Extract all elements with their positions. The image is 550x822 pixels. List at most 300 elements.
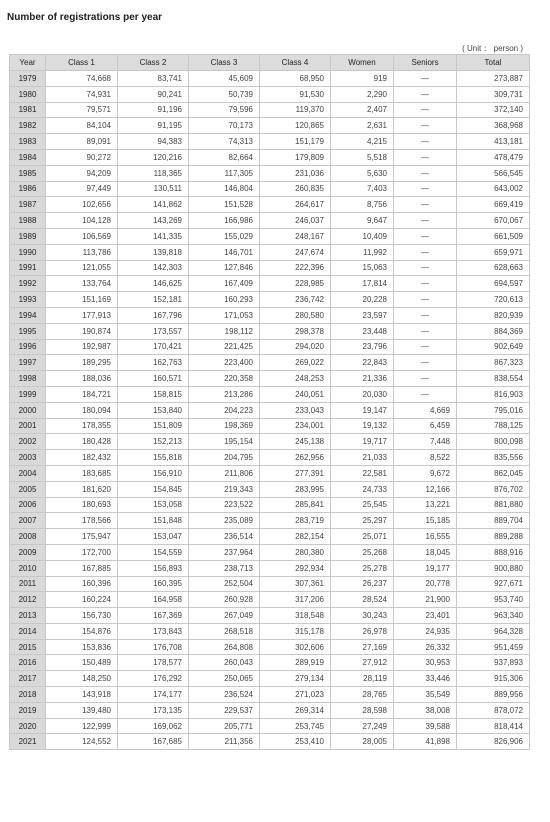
class-4-cell: 91,530 (260, 86, 331, 102)
class-3-cell: 237,964 (189, 544, 260, 560)
class-3-cell: 220,358 (189, 371, 260, 387)
class-3-cell: 250,065 (189, 671, 260, 687)
class-2-cell: 156,910 (118, 465, 189, 481)
seniors-cell: — (394, 292, 457, 308)
class-3-cell: 213,286 (189, 386, 260, 402)
year-cell: 2017 (10, 671, 46, 687)
class-4-cell: 283,719 (260, 513, 331, 529)
table-row (10, 513, 530, 529)
class-3-cell: 50,739 (189, 86, 260, 102)
table-row (10, 687, 530, 703)
year-cell: 1998 (10, 371, 46, 387)
class-2-cell: 120,216 (118, 149, 189, 165)
year-cell: 2012 (10, 592, 46, 608)
total-cell: 788,125 (457, 418, 530, 434)
women-cell: 25,297 (331, 513, 394, 529)
class-1-cell: 167,885 (46, 560, 118, 576)
class-2-cell: 162,763 (118, 355, 189, 371)
women-cell: 4,215 (331, 134, 394, 150)
seniors-cell: 21,900 (394, 592, 457, 608)
women-cell: 10,409 (331, 228, 394, 244)
class-4-cell: 277,391 (260, 465, 331, 481)
seniors-cell: 30,953 (394, 655, 457, 671)
column-header-class-2: Class 2 (118, 55, 189, 71)
class-2-cell: 146,625 (118, 276, 189, 292)
table-row (10, 639, 530, 655)
table-row (10, 339, 530, 355)
class-4-cell: 260,835 (260, 181, 331, 197)
class-1-cell: 183,685 (46, 465, 118, 481)
class-2-cell: 130,511 (118, 181, 189, 197)
women-cell: 27,912 (331, 655, 394, 671)
class-3-cell: 205,771 (189, 718, 260, 734)
table-row (10, 244, 530, 260)
class-4-cell: 253,410 (260, 734, 331, 750)
women-cell: 22,581 (331, 465, 394, 481)
class-4-cell: 119,370 (260, 102, 331, 118)
class-1-cell: 177,913 (46, 307, 118, 323)
class-1-cell: 160,224 (46, 592, 118, 608)
class-3-cell: 221,425 (189, 339, 260, 355)
seniors-cell: — (394, 339, 457, 355)
women-cell: 15,063 (331, 260, 394, 276)
seniors-cell: — (394, 149, 457, 165)
class-1-cell: 124,552 (46, 734, 118, 750)
seniors-cell: — (394, 165, 457, 181)
seniors-cell: — (394, 307, 457, 323)
women-cell: 24,733 (331, 481, 394, 497)
class-1-cell: 180,428 (46, 434, 118, 450)
total-cell: 413,181 (457, 134, 530, 150)
year-cell: 1990 (10, 244, 46, 260)
women-cell: 23,448 (331, 323, 394, 339)
class-3-cell: 155,029 (189, 228, 260, 244)
class-3-cell: 70,173 (189, 118, 260, 134)
class-2-cell: 176,292 (118, 671, 189, 687)
class-1-cell: 113,786 (46, 244, 118, 260)
women-cell: 25,071 (331, 529, 394, 545)
class-2-cell: 169,062 (118, 718, 189, 734)
class-1-cell: 84,104 (46, 118, 118, 134)
class-1-cell: 133,764 (46, 276, 118, 292)
women-cell: 25,545 (331, 497, 394, 513)
class-3-cell: 235,089 (189, 513, 260, 529)
class-2-cell: 173,557 (118, 323, 189, 339)
class-4-cell: 289,919 (260, 655, 331, 671)
total-cell: 478,479 (457, 149, 530, 165)
class-3-cell: 146,804 (189, 181, 260, 197)
table-row (10, 434, 530, 450)
class-1-cell: 74,668 (46, 71, 118, 87)
table-row (10, 592, 530, 608)
class-4-cell: 68,950 (260, 71, 331, 87)
total-cell: 670,067 (457, 213, 530, 229)
table-row (10, 260, 530, 276)
class-1-cell: 156,730 (46, 608, 118, 624)
class-1-cell: 172,700 (46, 544, 118, 560)
class-3-cell: 117,305 (189, 165, 260, 181)
class-4-cell: 294,020 (260, 339, 331, 355)
women-cell: 20,228 (331, 292, 394, 308)
women-cell: 28,765 (331, 687, 394, 703)
table-row (10, 149, 530, 165)
women-cell: 25,268 (331, 544, 394, 560)
class-4-cell: 246,037 (260, 213, 331, 229)
class-3-cell: 195,154 (189, 434, 260, 450)
year-cell: 1999 (10, 386, 46, 402)
seniors-cell: 7,448 (394, 434, 457, 450)
table-row (10, 560, 530, 576)
total-cell: 694,597 (457, 276, 530, 292)
table-row (10, 228, 530, 244)
year-cell: 2011 (10, 576, 46, 592)
year-cell: 1981 (10, 102, 46, 118)
seniors-cell: 20,778 (394, 576, 457, 592)
women-cell: 8,756 (331, 197, 394, 213)
seniors-cell: 15,185 (394, 513, 457, 529)
class-1-cell: 90,272 (46, 149, 118, 165)
table-row (10, 465, 530, 481)
class-2-cell: 152,213 (118, 434, 189, 450)
class-4-cell: 271,023 (260, 687, 331, 703)
total-cell: 963,340 (457, 608, 530, 624)
year-cell: 2007 (10, 513, 46, 529)
year-cell: 2014 (10, 623, 46, 639)
year-cell: 1996 (10, 339, 46, 355)
women-cell: 22,843 (331, 355, 394, 371)
class-4-cell: 302,606 (260, 639, 331, 655)
class-1-cell: 151,169 (46, 292, 118, 308)
class-2-cell: 118,365 (118, 165, 189, 181)
year-cell: 1995 (10, 323, 46, 339)
class-2-cell: 160,395 (118, 576, 189, 592)
class-3-cell: 236,514 (189, 529, 260, 545)
women-cell: 27,249 (331, 718, 394, 734)
header-row (10, 55, 530, 71)
seniors-cell: — (394, 197, 457, 213)
class-4-cell: 247,674 (260, 244, 331, 260)
class-1-cell: 97,449 (46, 181, 118, 197)
class-2-cell: 153,047 (118, 529, 189, 545)
seniors-cell: — (394, 118, 457, 134)
class-1-cell: 79,571 (46, 102, 118, 118)
table-row (10, 718, 530, 734)
total-cell: 964,328 (457, 623, 530, 639)
seniors-cell: 24,935 (394, 623, 457, 639)
class-4-cell: 285,841 (260, 497, 331, 513)
class-2-cell: 153,058 (118, 497, 189, 513)
total-cell: 659,971 (457, 244, 530, 260)
women-cell: 19,132 (331, 418, 394, 434)
women-cell: 5,630 (331, 165, 394, 181)
class-3-cell: 211,806 (189, 465, 260, 481)
class-2-cell: 94,383 (118, 134, 189, 150)
women-cell: 21,336 (331, 371, 394, 387)
seniors-cell: — (394, 181, 457, 197)
class-3-cell: 166,986 (189, 213, 260, 229)
column-header-year: Year (10, 55, 46, 71)
women-cell: 5,518 (331, 149, 394, 165)
seniors-cell: — (394, 134, 457, 150)
class-2-cell: 142,303 (118, 260, 189, 276)
class-3-cell: 252,504 (189, 576, 260, 592)
class-3-cell: 198,112 (189, 323, 260, 339)
seniors-cell: — (394, 276, 457, 292)
class-1-cell: 102,656 (46, 197, 118, 213)
seniors-cell: — (394, 228, 457, 244)
column-header-class-4: Class 4 (260, 55, 331, 71)
table-row (10, 623, 530, 639)
women-cell: 23,796 (331, 339, 394, 355)
class-3-cell: 219,343 (189, 481, 260, 497)
class-2-cell: 154,845 (118, 481, 189, 497)
table-row (10, 544, 530, 560)
table-row (10, 307, 530, 323)
class-3-cell: 223,522 (189, 497, 260, 513)
class-4-cell: 269,022 (260, 355, 331, 371)
class-1-cell: 188,036 (46, 371, 118, 387)
table-row (10, 213, 530, 229)
class-1-cell: 178,355 (46, 418, 118, 434)
year-cell: 1997 (10, 355, 46, 371)
class-4-cell: 236,742 (260, 292, 331, 308)
total-cell: 889,288 (457, 529, 530, 545)
class-3-cell: 160,293 (189, 292, 260, 308)
year-cell: 1994 (10, 307, 46, 323)
women-cell: 9,647 (331, 213, 394, 229)
total-cell: 888,916 (457, 544, 530, 560)
class-4-cell: 245,138 (260, 434, 331, 450)
class-2-cell: 83,741 (118, 71, 189, 87)
class-2-cell: 167,796 (118, 307, 189, 323)
class-3-cell: 223,400 (189, 355, 260, 371)
total-cell: 720,613 (457, 292, 530, 308)
column-header-class-3: Class 3 (189, 55, 260, 71)
year-cell: 1986 (10, 181, 46, 197)
women-cell: 28,524 (331, 592, 394, 608)
seniors-cell: — (394, 355, 457, 371)
class-2-cell: 151,809 (118, 418, 189, 434)
column-header-total: Total (457, 55, 530, 71)
year-cell: 2001 (10, 418, 46, 434)
year-cell: 2021 (10, 734, 46, 750)
page-title: Number of registrations per year (7, 12, 163, 23)
total-cell: 628,663 (457, 260, 530, 276)
table-row (10, 371, 530, 387)
year-cell: 2016 (10, 655, 46, 671)
class-4-cell: 282,154 (260, 529, 331, 545)
class-1-cell: 121,055 (46, 260, 118, 276)
total-cell: 273,887 (457, 71, 530, 87)
year-cell: 1985 (10, 165, 46, 181)
women-cell: 2,407 (331, 102, 394, 118)
total-cell: 889,704 (457, 513, 530, 529)
table-row (10, 181, 530, 197)
class-1-cell: 160,396 (46, 576, 118, 592)
table-row (10, 418, 530, 434)
class-3-cell: 167,409 (189, 276, 260, 292)
class-1-cell: 181,620 (46, 481, 118, 497)
class-1-cell: 189,295 (46, 355, 118, 371)
class-3-cell: 146,701 (189, 244, 260, 260)
year-cell: 1993 (10, 292, 46, 308)
class-4-cell: 228,985 (260, 276, 331, 292)
class-4-cell: 234,001 (260, 418, 331, 434)
class-3-cell: 204,795 (189, 450, 260, 466)
seniors-cell: 12,166 (394, 481, 457, 497)
total-cell: 669,419 (457, 197, 530, 213)
total-cell: 878,072 (457, 702, 530, 718)
seniors-cell: — (394, 102, 457, 118)
seniors-cell: — (394, 386, 457, 402)
class-1-cell: 182,432 (46, 450, 118, 466)
class-4-cell: 233,043 (260, 402, 331, 418)
total-cell: 643,002 (457, 181, 530, 197)
total-cell: 862,045 (457, 465, 530, 481)
total-cell: 915,306 (457, 671, 530, 687)
year-cell: 1983 (10, 134, 46, 150)
seniors-cell: 33,446 (394, 671, 457, 687)
seniors-cell: — (394, 244, 457, 260)
total-cell: 795,016 (457, 402, 530, 418)
class-1-cell: 180,693 (46, 497, 118, 513)
class-3-cell: 198,369 (189, 418, 260, 434)
total-cell: 820,939 (457, 307, 530, 323)
seniors-cell: 26,332 (394, 639, 457, 655)
total-cell: 937,893 (457, 655, 530, 671)
table-row (10, 86, 530, 102)
year-cell: 2013 (10, 608, 46, 624)
table-row (10, 134, 530, 150)
seniors-cell: — (394, 86, 457, 102)
total-cell: 881,880 (457, 497, 530, 513)
class-4-cell: 264,617 (260, 197, 331, 213)
women-cell: 28,598 (331, 702, 394, 718)
class-1-cell: 180,094 (46, 402, 118, 418)
class-1-cell: 153,836 (46, 639, 118, 655)
year-cell: 2010 (10, 560, 46, 576)
total-cell: 826,906 (457, 734, 530, 750)
year-cell: 1979 (10, 71, 46, 87)
column-header-class-1: Class 1 (46, 55, 118, 71)
seniors-cell: 6,459 (394, 418, 457, 434)
class-4-cell: 248,253 (260, 371, 331, 387)
women-cell: 19,147 (331, 402, 394, 418)
total-cell: 927,671 (457, 576, 530, 592)
class-4-cell: 262,956 (260, 450, 331, 466)
seniors-cell: 18,045 (394, 544, 457, 560)
year-cell: 1988 (10, 213, 46, 229)
table-row (10, 118, 530, 134)
year-cell: 2015 (10, 639, 46, 655)
class-1-cell: 190,874 (46, 323, 118, 339)
total-cell: 835,556 (457, 450, 530, 466)
women-cell: 28,005 (331, 734, 394, 750)
table-row (10, 292, 530, 308)
total-cell: 838,554 (457, 371, 530, 387)
class-1-cell: 94,209 (46, 165, 118, 181)
class-1-cell: 150,489 (46, 655, 118, 671)
class-3-cell: 79,596 (189, 102, 260, 118)
class-2-cell: 152,181 (118, 292, 189, 308)
registrations-table (9, 54, 530, 750)
class-3-cell: 74,313 (189, 134, 260, 150)
seniors-cell: 23,401 (394, 608, 457, 624)
year-cell: 1984 (10, 149, 46, 165)
class-4-cell: 298,378 (260, 323, 331, 339)
year-cell: 2000 (10, 402, 46, 418)
seniors-cell: 39,588 (394, 718, 457, 734)
class-3-cell: 260,928 (189, 592, 260, 608)
women-cell: 30,243 (331, 608, 394, 624)
seniors-cell: 16,555 (394, 529, 457, 545)
year-cell: 1989 (10, 228, 46, 244)
year-cell: 1982 (10, 118, 46, 134)
table-row (10, 529, 530, 545)
class-3-cell: 82,664 (189, 149, 260, 165)
table-row (10, 323, 530, 339)
women-cell: 23,597 (331, 307, 394, 323)
class-4-cell: 269,314 (260, 702, 331, 718)
table-row (10, 276, 530, 292)
class-4-cell: 279,134 (260, 671, 331, 687)
class-4-cell: 222,396 (260, 260, 331, 276)
seniors-cell: — (394, 213, 457, 229)
year-cell: 2006 (10, 497, 46, 513)
class-3-cell: 45,609 (189, 71, 260, 87)
class-2-cell: 173,135 (118, 702, 189, 718)
class-2-cell: 170,421 (118, 339, 189, 355)
class-2-cell: 167,685 (118, 734, 189, 750)
total-cell: 900,880 (457, 560, 530, 576)
table-row (10, 102, 530, 118)
class-4-cell: 283,995 (260, 481, 331, 497)
total-cell: 876,702 (457, 481, 530, 497)
table-row (10, 655, 530, 671)
year-cell: 1992 (10, 276, 46, 292)
class-1-cell: 106,569 (46, 228, 118, 244)
year-cell: 2004 (10, 465, 46, 481)
class-2-cell: 176,708 (118, 639, 189, 655)
class-1-cell: 122,999 (46, 718, 118, 734)
seniors-cell: 41,898 (394, 734, 457, 750)
class-3-cell: 127,846 (189, 260, 260, 276)
seniors-cell: 38,008 (394, 702, 457, 718)
class-1-cell: 154,876 (46, 623, 118, 639)
class-4-cell: 315,178 (260, 623, 331, 639)
seniors-cell: — (394, 71, 457, 87)
total-cell: 368,968 (457, 118, 530, 134)
year-cell: 2005 (10, 481, 46, 497)
table-row (10, 165, 530, 181)
class-3-cell: 151,528 (189, 197, 260, 213)
seniors-cell: 8,522 (394, 450, 457, 466)
class-2-cell: 156,893 (118, 560, 189, 576)
table-row (10, 702, 530, 718)
year-cell: 1980 (10, 86, 46, 102)
seniors-cell: 13,221 (394, 497, 457, 513)
women-cell: 919 (331, 71, 394, 87)
class-4-cell: 317,206 (260, 592, 331, 608)
women-cell: 2,631 (331, 118, 394, 134)
class-4-cell: 151,179 (260, 134, 331, 150)
class-3-cell: 229,537 (189, 702, 260, 718)
class-4-cell: 179,809 (260, 149, 331, 165)
class-3-cell: 264,808 (189, 639, 260, 655)
table-row (10, 671, 530, 687)
total-cell: 818,414 (457, 718, 530, 734)
class-3-cell: 268,518 (189, 623, 260, 639)
